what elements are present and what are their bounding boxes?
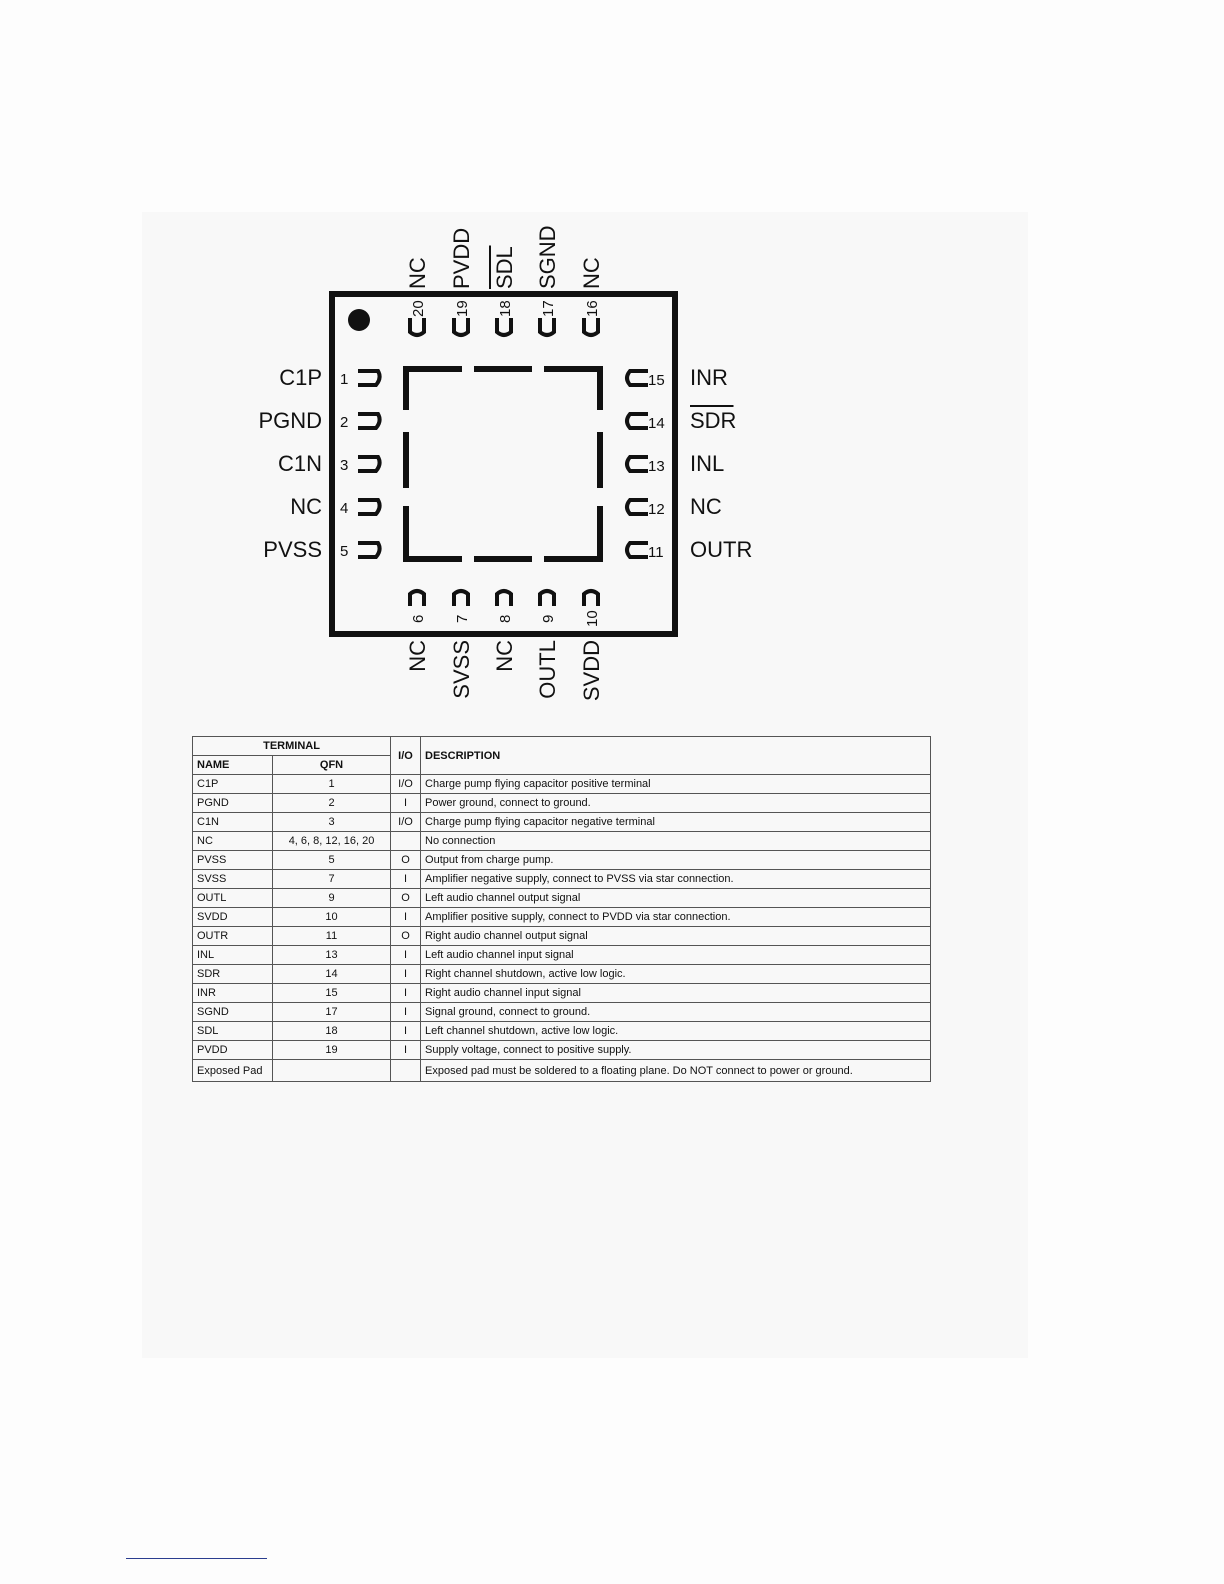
pin-pad-12	[627, 500, 648, 514]
cell-io: O	[391, 927, 421, 946]
cell-name: PGND	[193, 794, 273, 813]
cell-name: OUTL	[193, 889, 273, 908]
pin-pad-3	[358, 457, 380, 471]
pin-pad-13	[627, 457, 648, 471]
cell-io: O	[391, 851, 421, 870]
cell-name: PVDD	[193, 1041, 273, 1060]
cell-description: Left audio channel input signal	[421, 946, 931, 965]
cell-io: I/O	[391, 775, 421, 794]
cell-description: Left audio channel output signal	[421, 889, 931, 908]
pin-number-4: 4	[340, 500, 349, 517]
cell-name: SVSS	[193, 870, 273, 889]
cell-name: INL	[193, 946, 273, 965]
cell-description: Exposed pad must be soldered to a floating plane. Do NOT connect to power or ground.	[421, 1060, 931, 1082]
pin-label-sdr-14: SDR	[690, 408, 737, 433]
cell-name: NC	[193, 832, 273, 851]
exposed-pad	[406, 369, 600, 559]
cell-io: I	[391, 1003, 421, 1022]
pin-label-c1n-3: C1N	[277, 451, 322, 476]
pin-number-7: 7	[454, 614, 471, 623]
table-row	[193, 832, 931, 851]
table-row	[193, 946, 931, 965]
pin-pad-14	[627, 414, 648, 428]
cell-qfn: 19	[273, 1041, 391, 1060]
cell-qfn: 13	[273, 946, 391, 965]
cell-qfn: 3	[273, 813, 391, 832]
cell-name: C1P	[193, 775, 273, 794]
pin-pad-9	[540, 591, 554, 606]
pin-label-pvdd-19: PVDD	[449, 227, 474, 289]
cell-name: SGND	[193, 1003, 273, 1022]
pin-function-table	[192, 736, 931, 1082]
cell-description: Amplifier positive supply, connect to PVDD via star connection.	[421, 908, 931, 927]
pin-pad-18	[497, 318, 511, 335]
pin-pad-5	[358, 543, 380, 557]
cell-io: O	[391, 889, 421, 908]
pin-label-c1p-1: C1P	[279, 365, 322, 390]
table-row	[193, 1060, 931, 1082]
cell-description: Output from charge pump.	[421, 851, 931, 870]
pin-label-nc-4: NC	[290, 494, 322, 519]
cell-description: Supply voltage, connect to positive supply.	[421, 1041, 931, 1060]
pin-pad-6	[410, 591, 424, 606]
cell-qfn: 18	[273, 1022, 391, 1041]
cell-io: I/O	[391, 813, 421, 832]
cell-qfn: 7	[273, 870, 391, 889]
pin-number-1: 1	[340, 371, 349, 388]
cell-description: Amplifier negative supply, connect to PVSS via star connection.	[421, 870, 931, 889]
cell-description: Right channel shutdown, active low logic.	[421, 965, 931, 984]
pin-label-pvss-5: PVSS	[263, 537, 322, 562]
cell-name: C1N	[193, 813, 273, 832]
pin-number-8: 8	[497, 614, 514, 623]
pin-label-nc-20: NC	[405, 257, 430, 289]
header-terminal: TERMINAL	[193, 737, 391, 756]
pin-pad-10	[584, 591, 598, 606]
cell-description: Charge pump flying capacitor negative terminal	[421, 813, 931, 832]
qfn-20-pinout-diagram	[0, 0, 1224, 720]
cell-name: SVDD	[193, 908, 273, 927]
table-row	[193, 1003, 931, 1022]
pin-pad-16	[584, 318, 598, 335]
table-row	[193, 1022, 931, 1041]
header-description: DESCRIPTION	[421, 737, 931, 775]
cell-name: PVSS	[193, 851, 273, 870]
table-row	[193, 813, 931, 832]
pin-number-20: 20	[410, 300, 427, 317]
table-row	[193, 1041, 931, 1060]
pin-number-11: 11	[648, 544, 664, 561]
pin-label-nc-12: NC	[690, 494, 722, 519]
pin1-indicator-dot	[348, 309, 370, 331]
header-qfn: QFN	[273, 756, 391, 775]
pin-label-inr-15: INR	[690, 365, 728, 390]
pin-pad-17	[540, 318, 554, 335]
cell-description: Right audio channel input signal	[421, 984, 931, 1003]
cell-description: Right audio channel output signal	[421, 927, 931, 946]
cell-io: I	[391, 1041, 421, 1060]
cell-qfn: 1	[273, 775, 391, 794]
pin-pad-20	[410, 318, 424, 335]
pin-number-6: 6	[410, 614, 427, 623]
cell-name: INR	[193, 984, 273, 1003]
pin-number-15: 15	[648, 372, 665, 389]
table-row	[193, 965, 931, 984]
cell-qfn: 4, 6, 8, 12, 16, 20	[273, 832, 391, 851]
pin-label-outr-11: OUTR	[690, 537, 753, 562]
cell-io: I	[391, 984, 421, 1003]
cell-io: I	[391, 908, 421, 927]
cell-qfn: 17	[273, 1003, 391, 1022]
cell-name: SDR	[193, 965, 273, 984]
package-outline	[332, 294, 675, 634]
table-row	[193, 889, 931, 908]
cell-name: SDL	[193, 1022, 273, 1041]
cell-io: I	[391, 794, 421, 813]
table-row	[193, 870, 931, 889]
cell-qfn: 11	[273, 927, 391, 946]
cell-qfn: 2	[273, 794, 391, 813]
pin-label-inl-13: INL	[690, 451, 725, 476]
pin-pad-7	[454, 591, 468, 606]
cell-description: Signal ground, connect to ground.	[421, 1003, 931, 1022]
pin-number-2: 2	[340, 414, 349, 431]
pin-label-sgnd-17: SGND	[535, 225, 560, 289]
pin-label-nc-6: NC	[405, 640, 430, 672]
cell-qfn: 9	[273, 889, 391, 908]
pin-label-outl-9: OUTL	[535, 640, 560, 699]
table-row	[193, 984, 931, 1003]
pin-label-svss-7: SVSS	[449, 640, 474, 699]
pin-pad-1	[358, 371, 380, 385]
pin-label-nc-16: NC	[579, 257, 604, 289]
pin-pad-11	[627, 543, 648, 557]
pin-number-10: 10	[584, 610, 601, 627]
cell-qfn: 5	[273, 851, 391, 870]
cell-io: I	[391, 965, 421, 984]
cell-io: I	[391, 870, 421, 889]
cell-qfn: 10	[273, 908, 391, 927]
cell-qfn: 14	[273, 965, 391, 984]
pin-number-9: 9	[540, 614, 557, 623]
pin-number-18: 18	[497, 300, 514, 317]
pin-pad-8	[497, 591, 511, 606]
cell-qfn	[273, 1060, 391, 1082]
cell-description: No connection	[421, 832, 931, 851]
table-row	[193, 794, 931, 813]
table-row	[193, 851, 931, 870]
pin-pad-2	[358, 414, 380, 428]
pin-number-14: 14	[648, 415, 665, 432]
pin-number-12: 12	[648, 501, 665, 518]
pin-number-19: 19	[454, 300, 471, 317]
cell-io	[391, 1060, 421, 1082]
pin-label-pgnd-2: PGND	[258, 408, 322, 433]
pin-number-16: 16	[584, 300, 601, 317]
pin-number-5: 5	[340, 543, 349, 560]
cell-description: Power ground, connect to ground.	[421, 794, 931, 813]
cell-name: Exposed Pad	[193, 1060, 273, 1082]
table-row	[193, 775, 931, 794]
table-row	[193, 908, 931, 927]
cell-io: I	[391, 946, 421, 965]
header-io: I/O	[391, 737, 421, 775]
table-row	[193, 927, 931, 946]
pin-number-3: 3	[340, 457, 349, 474]
cell-name: OUTR	[193, 927, 273, 946]
pin-label-nc-8: NC	[492, 640, 517, 672]
cell-description: Charge pump flying capacitor positive terminal	[421, 775, 931, 794]
cell-io: I	[391, 1022, 421, 1041]
pin-number-17: 17	[540, 300, 557, 317]
pin-pad-4	[358, 500, 380, 514]
cell-io	[391, 832, 421, 851]
pin-label-svdd-10: SVDD	[579, 640, 604, 702]
header-name: NAME	[193, 756, 273, 775]
pin-number-13: 13	[648, 458, 665, 475]
pin-label-sdl-18: SDL	[492, 246, 517, 289]
footer-rule	[126, 1558, 267, 1559]
pin-pad-15	[627, 371, 648, 385]
pin-pad-19	[454, 318, 468, 335]
cell-description: Left channel shutdown, active low logic.	[421, 1022, 931, 1041]
cell-qfn: 15	[273, 984, 391, 1003]
